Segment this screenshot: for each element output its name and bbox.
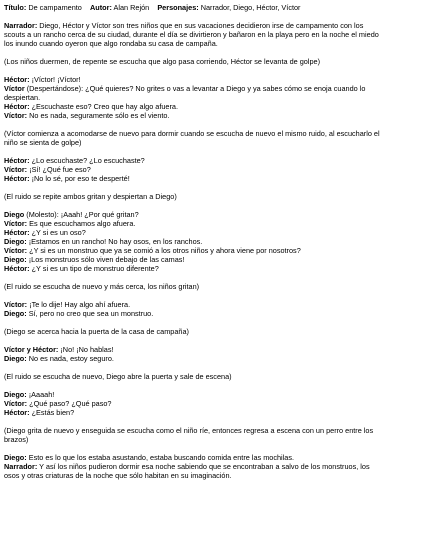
dialogue-line	[4, 175, 130, 184]
dialogue-line	[4, 265, 159, 274]
line-text: Y así los niños pudieron dormir esa noche sabiendo que se encontraban a salvo de los monstruos, los	[37, 462, 370, 471]
line-text: (El ruido se escucha de nuevo, Diego abre la puerta y sale de escena)	[4, 372, 232, 381]
speaker-name: Diego:	[4, 237, 27, 246]
line-text: ¿Qué paso? ¿Qué paso?	[27, 399, 112, 408]
text-line	[4, 40, 218, 49]
document-header	[4, 4, 300, 13]
line-text: niño se sienta de golpe)	[4, 138, 82, 147]
text-line	[4, 328, 189, 337]
text-line	[4, 427, 373, 436]
line-text: osos y otras criaturas de la noche que sólo habitan en su imaginación.	[4, 471, 232, 480]
dialogue-line	[4, 310, 153, 319]
line-text: (Despertándose): ¿Qué quieres? No grites o vas a levantar a Diego y ya sabes cómo se enoja cuando lo	[24, 84, 366, 93]
line-text: scouts a un rancho cerca de su ciudad, durante el día se divirtieron y bañaron en la playa pero en la noche el miedo	[4, 30, 379, 39]
speaker-name: Víctor:	[4, 246, 28, 255]
dialogue-line	[4, 409, 74, 418]
line-text: ¿Y si es un monstruo que ya se comió a los otros niños y ahora viene por nosotros?	[27, 246, 301, 255]
title-label: Título:	[4, 3, 27, 12]
speaker-name: Víctor	[4, 84, 25, 93]
line-text: brazos)	[4, 435, 29, 444]
speaker-name: Héctor:	[4, 228, 30, 237]
speaker-name: Víctor:	[4, 165, 28, 174]
line-text: ¡No! ¡No hablas!	[58, 345, 114, 354]
dialogue-line	[4, 85, 365, 94]
line-text: despiertan.	[4, 93, 41, 102]
line-text: ¡Aaaah!	[26, 390, 55, 399]
speaker-name: Diego:	[4, 453, 27, 462]
line-text: ¡Te lo dije! Hay algo ahí afuera.	[27, 300, 131, 309]
line-text: ¡Víctor! ¡Víctor!	[29, 75, 81, 84]
line-text: ¿Estás bien?	[29, 408, 75, 417]
line-text: ¡Sí! ¿Qué fue eso?	[27, 165, 91, 174]
line-text: ¿Escuchaste eso? Creo que hay algo afuera.	[29, 102, 179, 111]
line-text: (Víctor comienza a acomodarse de nuevo para dormir cuando se escucha de nuevo el mismo ruido, al escucharlo el	[4, 129, 380, 138]
text-line	[4, 58, 320, 67]
speaker-name: Diego:	[4, 354, 27, 363]
line-text: ¿Lo escuchaste? ¿Lo escuchaste?	[29, 156, 145, 165]
speaker-name: Narrador:	[4, 462, 38, 471]
line-text: (El ruido se escucha de nuevo y más cerca, los niños gritan)	[4, 282, 200, 291]
author-value: Alan Rejón	[113, 3, 150, 12]
speaker-name: Héctor:	[4, 264, 30, 273]
text-line	[4, 139, 81, 148]
line-text: Diego, Héctor y Víctor son tres niños que en sus vacaciones decidieron irse de campamento con los	[37, 21, 364, 30]
text-line	[4, 373, 232, 382]
line-text: (Los niños duermen, de repente se escucha que algo pasa corriendo, Héctor se levanta de golpe)	[4, 57, 320, 66]
speaker-name: Víctor:	[4, 300, 28, 309]
dialogue-line	[4, 112, 169, 121]
speaker-name: Diego:	[4, 255, 27, 264]
speaker-name: Héctor:	[4, 102, 30, 111]
speaker-name: Víctor y Héctor:	[4, 345, 59, 354]
speaker-name: Narrador:	[4, 21, 38, 30]
speaker-name: Víctor:	[4, 399, 28, 408]
speaker-name: Héctor:	[4, 75, 30, 84]
text-line	[4, 193, 177, 202]
speaker-name: Víctor:	[4, 111, 28, 120]
dialogue-line	[4, 355, 114, 364]
speaker-name: Héctor:	[4, 174, 30, 183]
title-value: De campamento	[28, 3, 82, 12]
line-text: (Diego se acerca hacia la puerta de la casa de campaña)	[4, 327, 189, 336]
line-text: Es que escuchamos algo afuera.	[27, 219, 136, 228]
text-line	[4, 436, 28, 445]
speaker-name: Diego	[4, 210, 25, 219]
line-text: (Diego grita de nuevo y enseguida se escucha como el niño ríe, entonces regresa a escena con un perro entre los	[4, 426, 374, 435]
line-text: (Molesto): ¡Aaah! ¿Por qué gritan?	[24, 210, 139, 219]
line-text: Sí, pero no creo que sea un monstruo.	[26, 309, 154, 318]
line-text: los inundo cuando oyeron que algo rondaba su casa de campaña.	[4, 39, 218, 48]
speaker-name: Héctor:	[4, 156, 30, 165]
line-text: ¡Los monstruos sólo viven debajo de las camas!	[26, 255, 185, 264]
speaker-name: Víctor:	[4, 219, 28, 228]
line-text: No es nada, seguramente sólo es el viento.	[27, 111, 170, 120]
text-line	[4, 472, 232, 481]
characters-label: Personajes:	[157, 3, 199, 12]
line-text: ¿Y si es un oso?	[29, 228, 86, 237]
line-text: ¡No lo sé, por eso te desperté!	[29, 174, 130, 183]
text-line	[4, 283, 199, 292]
characters-value: Narrador, Diego, Héctor, Víctor	[200, 3, 301, 12]
line-text: ¡Estamos en un rancho! No hay osos, en los ranchos.	[26, 237, 203, 246]
speaker-name: Héctor:	[4, 408, 30, 417]
speaker-name: Diego:	[4, 390, 27, 399]
line-text: Esto es lo que los estaba asustando, estaba buscando comida entre las mochilas.	[26, 453, 295, 462]
line-text: No es nada, estoy seguro.	[26, 354, 114, 363]
line-text: ¿Y si es un tipo de monstruo diferente?	[29, 264, 159, 273]
speaker-name: Diego:	[4, 309, 27, 318]
line-text: (El ruido se repite ambos gritan y despiertan a Diego)	[4, 192, 177, 201]
author-label: Autor:	[89, 3, 112, 12]
